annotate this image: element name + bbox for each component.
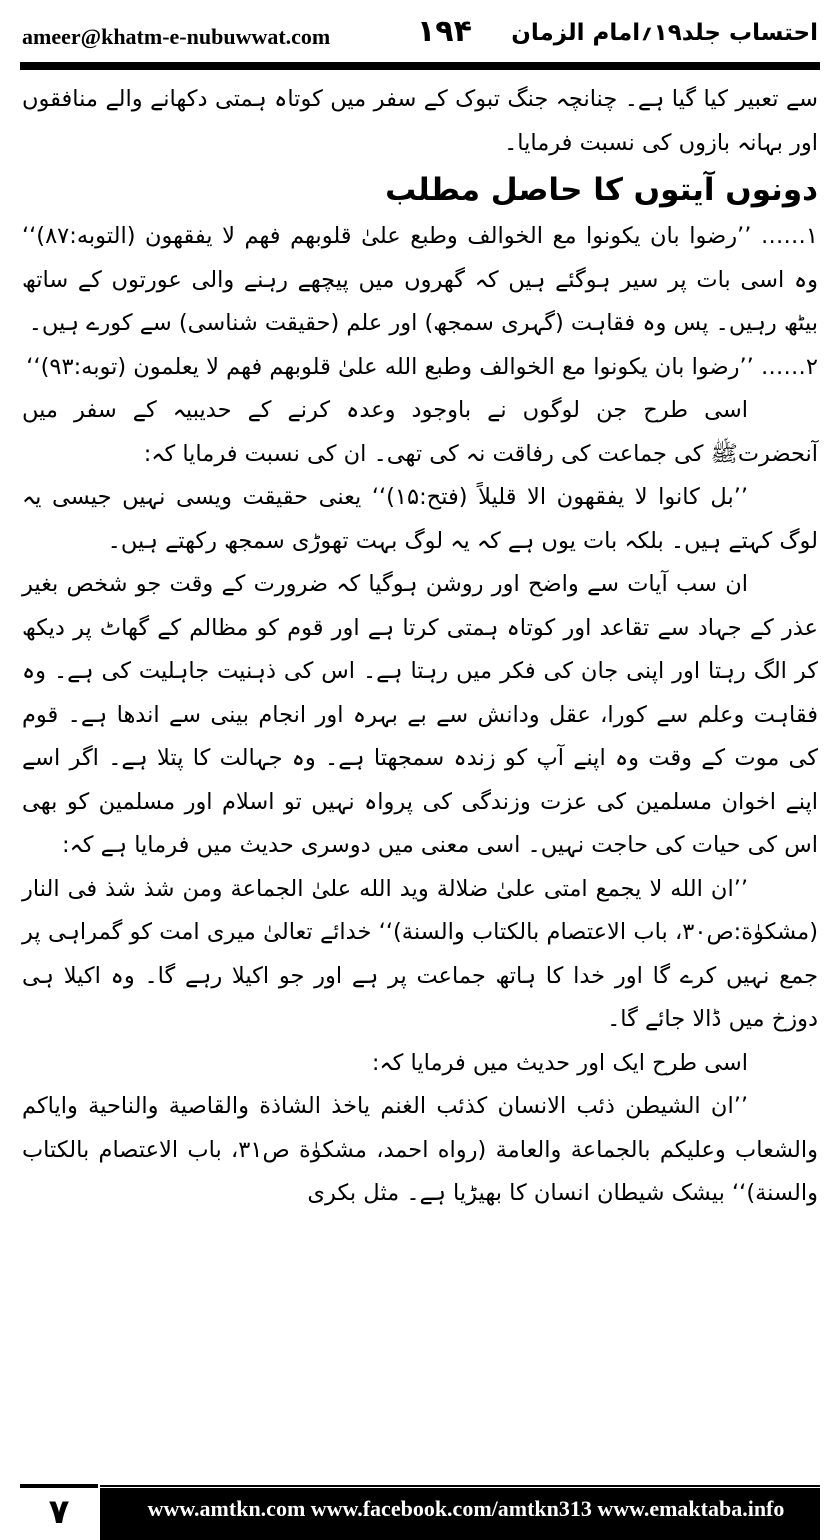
hadith-wolf (22, 1085, 818, 1216)
header-book-title: احتساب جلد۱۹؍امام الزمان (511, 20, 818, 46)
header-rule (20, 62, 820, 70)
paragraph-another-hadith: اسی طرح ایک اور حدیث میں فرمایا کہ: (371, 1049, 748, 1076)
quote-fath-translation: یعنی حقیقت ویسی نہیں جیسی یہ لوگ کہتے ہیں۔ بلکہ بات یوں ہے کہ یہ لوگ بہت تھوڑی سمجھ رکھتے ہیں۔ (22, 484, 818, 554)
footer-page-index: ۷ (20, 1484, 98, 1540)
verse-2-number: ۲…… (760, 353, 818, 380)
paragraph-intro: سے تعبیر کیا گیا ہے۔ چنانچہ جنگ تبوک کے سفر میں کوتاہ ہمتی دکھانے والے منافقوں اور بہانہ بازوں کی نسبت فرمایا۔ (22, 86, 818, 156)
page-footer (20, 1484, 820, 1532)
hadith-wolf-translation: بیشک شیطان انسان کا بھیڑیا ہے۔ مثل بکری (307, 1180, 725, 1206)
page-header (22, 6, 818, 58)
verse-1 (22, 215, 818, 346)
page-body (22, 78, 818, 1216)
hadith-jamaah (22, 868, 818, 1042)
hadith-jamaah-translation: خدائے تعالیٰ میری امت کو گمراہی پر جمع نہیں کرے گا اور خدا کا ہاتھ جماعت پر ہے اور جو اکیلا رہے گا۔ وہ اکیلا ہی دوزخ میں ڈالا جائے گا۔ (22, 919, 818, 1032)
quote-fath (22, 476, 818, 563)
quote-fath-arabic: ’’بل کانوا لا یفقهون الا قلیلاً (فتح:۱۵)‘‘ (371, 484, 749, 510)
section-heading: دونوں آیتوں کا حاصل مطلب (385, 172, 818, 208)
paragraph-hudaybiyyah: اسی طرح جن لوگوں نے باوجود وعدہ کرنے کے حدیبیہ کے سفر میں آنحضرتﷺ کی جماعت کی رفاقت نہ کی تھی۔ ان کی نسبت فرمایا کہ: (22, 397, 818, 467)
verse-1-arabic: ’’رضوا بان یکونوا مع الخوالف وطبع علیٰ قلوبهم فهم لا یفقهون (التوبه:۸۷)‘‘ (22, 223, 752, 249)
verse-1-number: ۱…… (760, 223, 819, 249)
paragraph-conclusion: ان سب آیات سے واضح اور روشن ہوگیا کہ ضرورت کے وقت جو شخص بغیر عذر کے جہاد سے تقاعد اور کوتاہ ہمتی کرتا ہے اور قوم کو مظالم کے گھاٹ پر دیکھ کر الگ رہتا اور اپنی جان کی فکر میں رہتا ہے۔ اس کی ذہنیت جاہلیت کی ہے۔ وہ فقاہت وعلم سے کورا، عقل ودانش سے بے بہرہ اور انجام بینی سے اندھا ہے۔ قوم کی موت کے وقت وہ اپنے آپ کو زندہ سمجھتا ہے۔ وہ جہالت کا پتلا ہے۔ اگر اسے اپنے اخوان مسلمین کی عزت وزندگی کی پرواہ نہیں تو اسلام اور مسلمین کو بھی اس کی حیات کی حاجت نہیں۔ اسی معنی میں دوسری حدیث میں فرمایا ہے کہ: (22, 571, 818, 858)
verse-2 (22, 346, 818, 390)
hadith-jamaah-arabic: ’’ان الله لا یجمع امتی علیٰ ضلالة وید الله علیٰ الجماعة ومن شذ شذ فی النار (مشکوٰة:ص۳۰، باب الاعتصام بالکتاب والسنة)‘‘ (22, 875, 818, 945)
header-email[interactable]: ameer@khatm-e-nubuwwat.com (22, 24, 331, 49)
verse-1-translation: وہ اسی بات پر سیر ہوگئے ہیں کہ گھروں میں پیچھے رہنے والی عورتوں کے ساتھ بیٹھ رہیں۔ پس وہ فقاہت (گہری سمجھ) اور علم (حقیقت شناسی) سے کورے ہیں۔ (22, 266, 818, 336)
footer-links[interactable]: www.amtkn.com www.facebook.com/amtkn313 www.emaktaba.info (147, 1496, 785, 1521)
hadith-wolf-arabic: ’’ان الشیطن ذئب الانسان کذئب الغنم یاخذ الشاذة والقاصیة والناحیة وایاکم والشعاب وعلیکم بالجماعة والعامة (رواه احمد، مشکوٰة ص۳۱، باب الاعتصام بالکتاب والسنة)‘‘ (22, 1093, 818, 1206)
verse-2-arabic: ’’رضوا بان یکونوا مع الخوالف وطبع الله علیٰ قلوبهم فهم لا یعلمون (توبه:۹۳)‘‘ (26, 353, 754, 380)
header-page-number: ۱۹۴ (417, 14, 472, 49)
